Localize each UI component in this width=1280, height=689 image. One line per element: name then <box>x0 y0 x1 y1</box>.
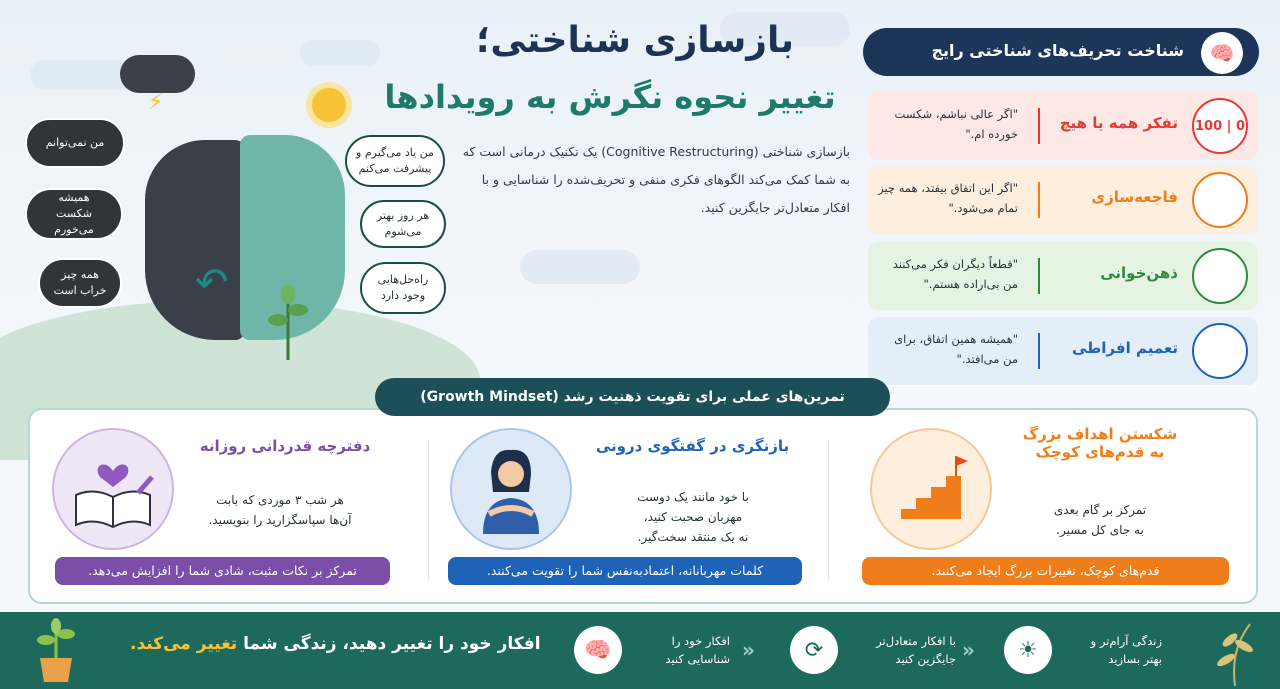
distortion-card <box>868 166 1258 234</box>
card-divider <box>1038 333 1040 369</box>
exercise-title-goals: شکستن اهداف بزرگ به قدم‌های کوچک <box>1022 425 1178 461</box>
positive-thought-bubble: هر روز بهتر می‌شوم <box>360 200 446 248</box>
distortion-card <box>868 242 1258 310</box>
person-sun-icon: ☀ <box>1004 626 1052 674</box>
lightning-icon: ⚡ <box>148 90 164 115</box>
scale-icon: 0 | 100 <box>1192 98 1248 154</box>
footer-step-3: زندگی آرام‌تر و بهتر بسازید <box>1090 634 1162 666</box>
negative-thought-bubble: همیشه شکست می‌خورم <box>25 188 123 240</box>
positive-thought-bubble: من یاد می‌گیرم و پیشرفت می‌کنم <box>345 135 445 187</box>
chevron-left-icon: « <box>962 638 975 662</box>
distortion-card <box>868 92 1258 160</box>
distortions-header: 🧠 شناخت تحریف‌های شناختی رایج <box>863 28 1259 76</box>
card-divider <box>1038 108 1040 144</box>
distortion-quote: "قطعاً دیگران فکر می‌کنند من بی‌اراده هستم." <box>892 257 1018 291</box>
card-divider <box>1038 182 1040 218</box>
distortion-name: ذهن‌خوانی <box>1100 264 1178 282</box>
exercise-pill-self-talk: کلمات مهربانانه، اعتمادبه‌نفس شما را تقویت می‌کنند. <box>448 557 802 585</box>
brain-icon: 🧠 <box>1201 32 1243 74</box>
leaves-decoration-icon <box>1200 620 1270 686</box>
potted-plant-icon <box>30 618 82 684</box>
exercise-text-gratitude: هر شب ۳ موردی که بابت آن‌ها سپاسگزارید را بنویسید. <box>208 493 352 527</box>
storm-cloud-icon <box>120 55 195 93</box>
positive-thought-bubble: راه‌حل‌هایی وجود دارد <box>360 262 446 314</box>
distortion-quote: "اگر این اتفاق بیفتد، همه چیز تمام می‌شود." <box>878 181 1018 215</box>
stairs-flag-icon <box>870 428 992 550</box>
exercise-title-self-talk: بازنگری در گفتگوی درونی <box>595 437 790 455</box>
magnifier-icon <box>1192 323 1248 379</box>
page-title: بازسازی شناختی؛ <box>475 20 794 61</box>
intro-description: بازسازی شناختی (Cognitive Restructuring) یک تکنیک درمانی است که به شما کمک می‌کند الگوهای فکری منفی و تحریف‌شده را شناسایی و با افکار متعادل‌تر جایگزین کنید. <box>462 144 850 215</box>
column-divider <box>428 440 429 580</box>
column-divider <box>828 440 829 580</box>
chevron-left-icon: « <box>742 638 755 662</box>
footer-slogan: افکار خود را تغییر دهید، زندگی شما تغییر می‌کند. <box>130 634 541 654</box>
distortion-quote: "همیشه همین اتفاق، برای من می‌افتد." <box>894 332 1018 366</box>
brain-icon: 🧠 <box>574 626 622 674</box>
curved-arrow-icon: ↶ <box>195 260 229 306</box>
negative-thought-bubble: همه چیز خراب است <box>38 258 122 308</box>
negative-thought-bubble: من نمی‌توانم <box>25 118 125 168</box>
footer-step-2: با افکار متعادل‌تر جایگزین کنید <box>876 634 956 666</box>
distortion-name: تفکر همه یا هیچ <box>1059 114 1178 132</box>
exercise-pill-goals: قدم‌های کوچک، تغییرات بزرگ ایجاد می‌کنند. <box>862 557 1229 585</box>
notebook-heart-icon <box>52 428 174 550</box>
cloud <box>520 250 640 284</box>
volcano-icon <box>1192 172 1248 228</box>
exercise-text-self-talk: با خود مانند یک دوست مهربان صحبت کنید، نه یک منتقد سخت‌گیر. <box>637 490 749 544</box>
distortion-name: تعمیم افراطی <box>1071 339 1178 357</box>
distortion-quote: "اگر عالی نباشم، شکست خورده ام." <box>894 107 1018 141</box>
page-subtitle: تغییر نحوه نگرش به رویدادها <box>384 78 836 116</box>
cloud <box>300 40 380 66</box>
exercise-title-gratitude: دفترچه قدردانی روزانه <box>199 437 371 455</box>
distortion-name: فاجعه‌سازی <box>1091 188 1178 206</box>
exercises-header: تمرین‌های عملی برای تقویت ذهنیت رشد (Growth Mindset) <box>375 378 890 416</box>
plant-icon <box>262 280 314 360</box>
exercise-pill-gratitude: تمرکز بر نکات مثبت، شادی شما را افزایش می‌دهد. <box>55 557 390 585</box>
exercise-text-goals: تمرکز بر گام بعدی به جای کل مسیر. <box>1053 503 1147 537</box>
people-talk-icon <box>1192 248 1248 304</box>
refresh-icon: ⟳ <box>790 626 838 674</box>
self-hug-icon <box>450 428 572 550</box>
footer-step-1: افکار خود را شناسایی کنید <box>665 634 730 666</box>
brain-negative-half <box>145 140 245 340</box>
sun-icon <box>312 88 346 122</box>
distortion-card <box>868 317 1258 385</box>
card-divider <box>1038 258 1040 294</box>
